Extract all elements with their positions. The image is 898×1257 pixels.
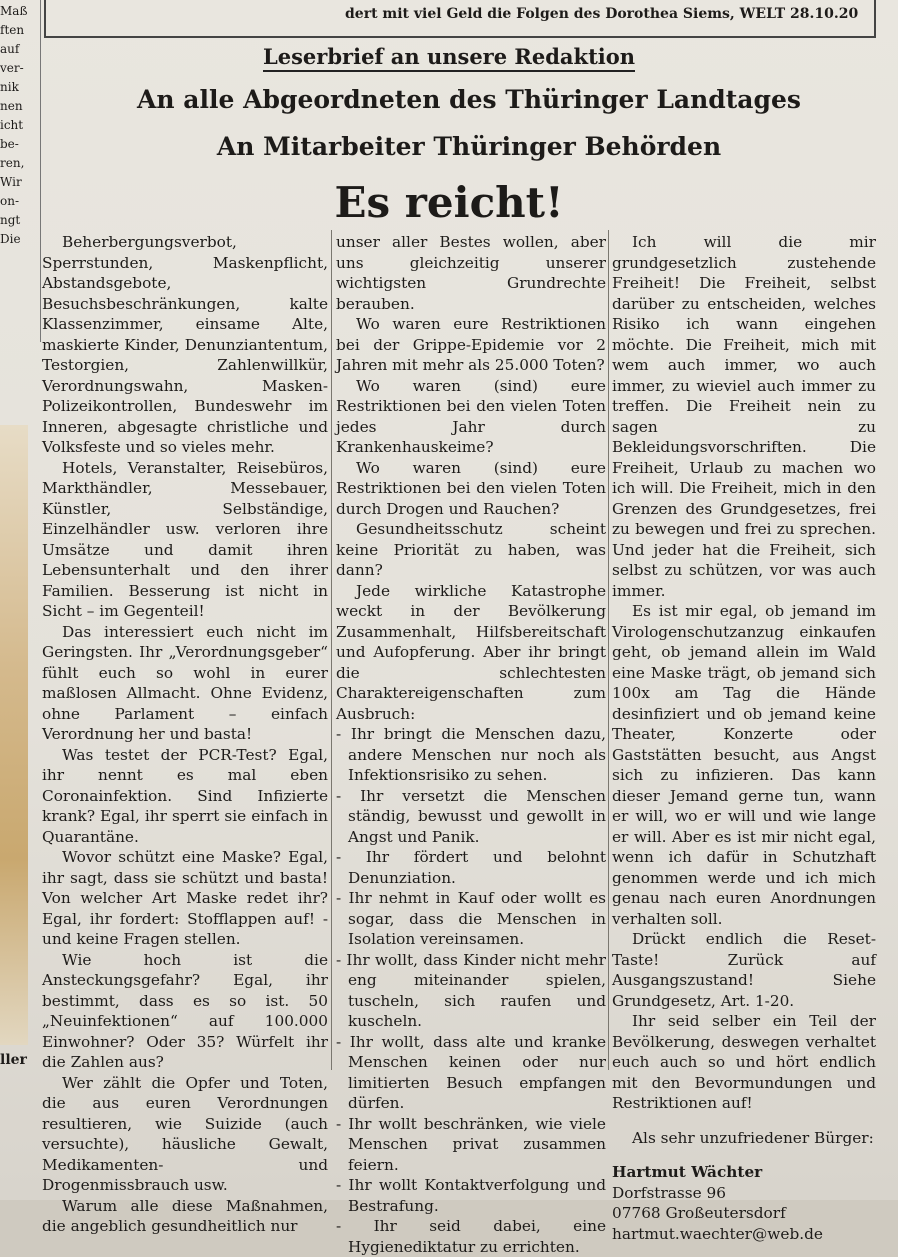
neighbor-photo-fragment: [0, 425, 28, 1045]
bullet-item: - Ihr wollt Kontaktverfolgung und Bestrafung.: [336, 1176, 606, 1215]
neighbor-fragment-bottom: ller: [0, 1052, 27, 1068]
paragraph: Jede wirkliche Katastrophe weckt in der Bevölkerung Zusammenhalt, Hilfsbereitschaft und Aufopferung. Aber ihr bringt die schlechtesten Charaktereigenschaften zum Ausbruch:: [336, 581, 606, 723]
paragraph: Ihr seid selber ein Teil der Bevölkerung, deswegen verhaltet euch auch so und hört endlich mit den Bevormundungen und Restriktionen auf!: [612, 1012, 876, 1112]
paragraph: unser aller Bestes wollen, aber uns gleichzeitig unserer wichtigsten Grundrechte berauben.: [336, 233, 606, 313]
bullet-item: - Ihr nehmt in Kauf oder wollt es sogar, dass die Menschen in Isolation vereinsamen.: [336, 889, 606, 948]
paragraph: Wo waren (sind) eure Restriktionen bei den vielen Toten jedes Jahr durch Krankenhauskeime?: [336, 376, 606, 456]
bullet-item: - Ihr wollt, dass Kinder nicht mehr eng miteinander spielen, tuscheln, sich raufen und kuscheln.: [336, 950, 606, 1030]
paragraph: Wovor schützt eine Maske? Egal, ihr sagt, dass sie schützt und basta! Von welcher Art Maske redet ihr? Egal, ihr fordert: Stofflappen auf! - und keine Fragen stellen.: [42, 848, 328, 948]
headline-line-1: An alle Abgeordneten des Thüringer Landtages: [137, 85, 801, 114]
bullet-item: - Ihr wollt beschränken, wie viele Menschen privat zusammen feiern.: [336, 1114, 606, 1174]
main-title: Es reicht!: [334, 178, 564, 227]
top-quote-line: dert mit viel Geld die Folgen des Dorothea Siems, WELT 28.10.20: [345, 6, 859, 22]
author-street: Dorfstrasse 96: [612, 1183, 726, 1202]
column-2: [336, 232, 606, 1257]
paragraph: Beherbergungsverbot, Sperrstunden, Maskenpflicht, Abstandsgebote, Besuchsbeschränkungen, kalte Klassenzimmer, einsame Alte, maskierte Kinder, Denunziantentum, Testorgien, Zahlenwillkür, Verordnungswahn, Masken-Polizeikontrollen, Bundeswehr im Inneren, abgesagte christliche und Volksfeste und so vieles mehr.: [42, 233, 328, 456]
paragraph: Wo waren eure Restriktionen bei der Grippe-Epidemie vor 2 Jahren mit mehr als 25.000 Toten?: [336, 315, 606, 374]
author-city: 07768 Großeutersdorf: [612, 1204, 786, 1222]
paragraph: Was testet der PCR-Test? Egal, ihr nennt es mal eben Coronainfektion. Sind Infizierte krank? Egal, ihr sperrt sie einfach in Quarantäne.: [42, 745, 328, 846]
paragraph: Wo waren (sind) eure Restriktionen bei den vielen Toten durch Drogen und Rauchen?: [336, 458, 606, 518]
column-3: [612, 232, 876, 1244]
bullet-item: - Ihr wollt, dass alte und kranke Menschen keinen oder nur limitierten Besuch empfangen dürfen.: [336, 1032, 606, 1112]
paragraph: Hotels, Veranstalter, Reisebüros, Markthändler, Messebauer, Künstler, Selbständige, Einzelhändler usw. verloren ihre Umsätze und damit ihren Lebensunterhalt und den ihrer Familien. Besserung ist nicht in Sicht – im Gegenteil!: [42, 458, 328, 620]
headline-line-2: An Mitarbeiter Thüringer Behörden: [216, 132, 722, 161]
closing: Als sehr unzufriedener Bürger:: [632, 1128, 874, 1147]
neighbor-column-fragment: Maß ften auf ver- nik nen icht be- ren, Wir on- ngt Die: [0, 0, 41, 342]
paragraph: Wer zählt die Opfer und Toten, die aus euren Verordnungen resultieren, wie Suizide (auch versuchte), häusliche Gewalt, Medikamenten- und Drogenmissbrauch usw.: [42, 1073, 328, 1194]
author-email: hartmut.waechter@web.de: [612, 1224, 823, 1243]
kicker: Leserbrief an unsere Redaktion: [0, 44, 898, 69]
paragraph: Es ist mir egal, ob jemand im Virologenschutzanzug einkaufen geht, ob jemand allein im Wald eine Maske trägt, ob jemand sich 100x am Tag die Hände desinfiziert und ob jemand keine Theater, Konzerte oder Gaststätten besucht, aus Angst sich zu infizieren. Das kann dieser Jemand gerne tun, wann er will, wo er will und wie lange er will. Aber es ist mir nicht egal, wenn ich dafür in Schutzhaft genommen werde und ich mich genau nach euren Anordnungen verhalten soll.: [612, 602, 876, 928]
column-divider: [331, 230, 332, 1070]
author-name: Hartmut Wächter: [612, 1163, 763, 1181]
paragraph: Warum alle diese Maßnahmen, die angeblich gesundheitlich nur: [42, 1196, 328, 1235]
column-1: [42, 232, 328, 1237]
bullet-item: - Ihr bringt die Menschen dazu, andere Menschen nur noch als Infektionsrisiko zu sehen.: [336, 725, 606, 784]
paragraph: Ich will die mir grundgesetzlich zustehende Freiheit! Die Freiheit, selbst darüber zu entscheiden, welches Risiko ich wann eingehen möchte. Die Freiheit, mich mit wem auch immer, wo auch immer, zu wieviel auch immer zu treffen. Die Freiheit nein zu sagen zu Bekleidungsvorschriften. Die Freiheit, Urlaub zu machen wo ich will. Die Freiheit, mich in den Grenzen des Grundgesetzes, frei zu bewegen und frei zu sprechen. Und jeder hat die Freiheit, sich selbst zu schützen, vor was auch immer.: [612, 233, 876, 600]
paragraph: Wie hoch ist die Ansteckungsgefahr? Egal, ihr bestimmt, dass es so ist. 50 „Neuinfektionen“ auf 100.000 Einwohner? Oder 35? Würfelt ihr die Zahlen aus?: [42, 950, 328, 1071]
bullet-item: - Ihr versetzt die Menschen ständig, bewusst und gewollt in Angst und Panik.: [336, 786, 606, 846]
bullet-item: - Ihr seid dabei, eine Hygienediktatur zu errichten.: [336, 1217, 606, 1256]
paragraph: Drückt endlich die Reset-Taste! Zurück auf Ausgangszustand! Siehe Grundgesetz, Art. 1-20.: [612, 930, 876, 1010]
paragraph: Das interessiert euch nicht im Geringsten. Ihr „Verordnungsgeber“ fühlt euch so wohl in eurer maßlosen Allmacht. Ohne Evidenz, ohne Parlament – einfach Verordnung her und basta!: [42, 622, 328, 743]
paragraph: Gesundheitsschutz scheint keine Priorität zu haben, was dann?: [336, 520, 606, 579]
bullet-item: - Ihr fördert und belohnt Denunziation.: [336, 848, 606, 887]
column-divider: [608, 230, 609, 1070]
